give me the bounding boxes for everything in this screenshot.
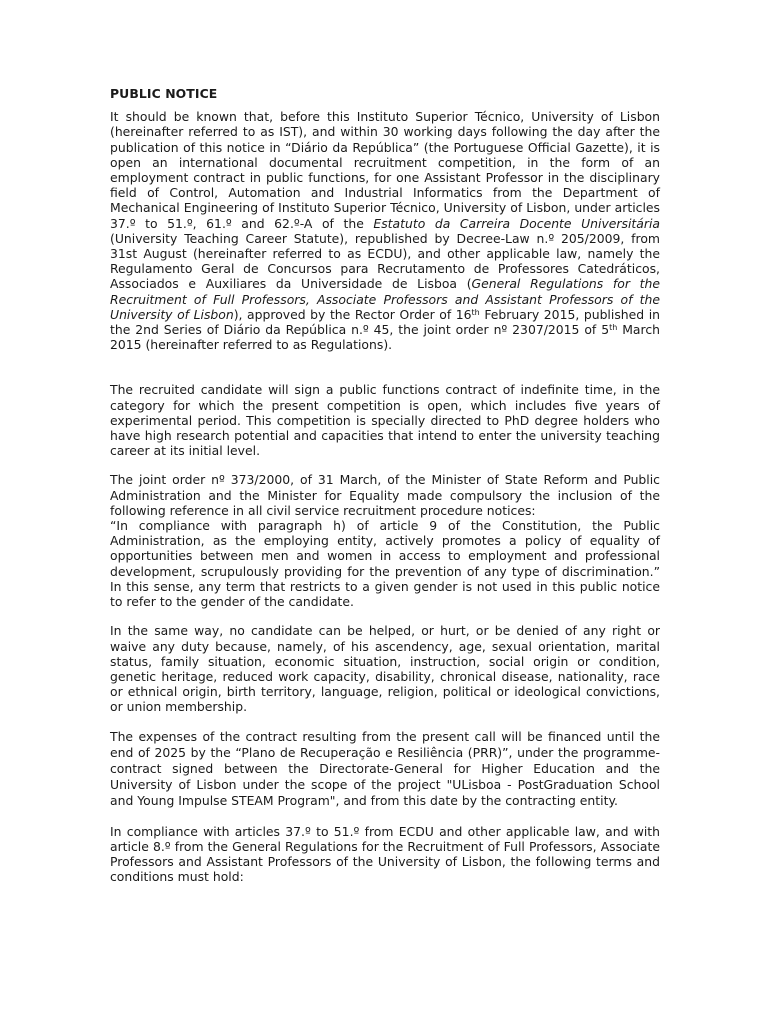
intro-italic-regulations: General Regulations for the Recruitment of Full Professors, Associate Professors and Assistant Professors of the University of Lisbon: [110, 276, 660, 322]
paragraph-joint-order: The joint order nº 373/2000, of 31 March, of the Minister of State Reform and Public Administration and the Minister for Equality made compulsory the inclusion of the following reference in all civil service recruitment procedure notices:: [110, 472, 660, 518]
intro-text-2: (University Teaching Career Statute), republished by Decree-Law n.º 205/2009, from 31st August (hereinafter referred to as ECDU), and other applicable law, namely the Regulamento Geral de Concursos para Recrutamento de Professores Catedráticos, Associados e Auxiliares da Universidade de Lisboa (: [110, 230, 660, 292]
intro-text-4: February 2015, published in the 2nd Series of Diário da República n.º 45, the joint order nº 2307/2015 of 5: [110, 306, 660, 338]
intro-superscript-1: th: [471, 307, 480, 317]
document-body: [110, 86, 660, 884]
paragraph-terms: In compliance with articles 37.º to 51.º from ECDU and other applicable law, and with article 8.º from the General Regulations for the Recruitment of Full Professors, Associate Professors and Assistant Professors of the University of Lisbon, the following terms and conditions must hold:: [110, 823, 660, 885]
intro-text-5: March 2015 (hereinafter referred to as Regulations).: [110, 322, 660, 353]
paragraph-non-discrimination: In the same way, no candidate can be helped, or hurt, or be denied of any right or waive any duty because, namely, of his ascendency, age, sexual orientation, marital status, family situation, economic situation, instruction, social origin or condition, genetic heritage, reduced work capacity, disability, chronical disease, nationality, race or ethnical origin, birth territory, language, religion, political or ideological convictions, or union membership.: [110, 623, 660, 715]
paragraph-financing: The expenses of the contract resulting from the present call will be financed until the end of 2025 by the “Plano de Recuperação e Resiliência (PRR)”, under the programme-contract signed between the Directorate-General for Higher Education and the University of Lisbon under the scope of the project "ULisboa - PostGraduation School and Young Impulse STEAM Program", and from this date by the contracting entity.: [110, 728, 660, 809]
paragraph-contract: The recruited candidate will sign a public functions contract of indefinite time, in the category for which the present competition is open, which includes five years of experimental period. This competition is specially directed to PhD degree holders who have high research potential and capacities that intend to enter the university teaching career at its initial level.: [110, 382, 660, 459]
paragraph-equality-quote: “In compliance with paragraph h) of article 9 of the Constitution, the Public Administration, as the employing entity, actively promotes a policy of equality of opportunities between men and women in access to employment and professional development, scrupulously providing for the prevention of any type of discrimination.” In this sense, any term that restricts to a given gender is not used in this public notice to refer to the gender of the candidate.: [110, 518, 660, 610]
intro-superscript-2: th: [609, 323, 618, 333]
intro-text-3: ), approved by the Rector Order of 16: [233, 306, 472, 322]
page-title: PUBLIC NOTICE: [110, 86, 218, 101]
intro-text-1: It should be known that, before this Instituto Superior Técnico, University of Lisbon (hereinafter referred to as IST), and within 30 working days following the day after the publication of this notice in “Diário da República” (the Portuguese Official Gazette), it is open an international documental recruitment competition, in the form of an employment contract in public functions, for one Assistant Professor in the disciplinary field of Control, Automation and Industrial Informatics from the Department of Mechanical Engineering of Instituto Superior Técnico, University of Lisbon, under articles 37.º to 51.º, 61.º and 62.º-A of the: [110, 109, 660, 231]
intro-italic-statute: Estatuto da Carreira Docente Universitária: [373, 215, 660, 231]
paragraph-intro: [110, 109, 660, 352]
